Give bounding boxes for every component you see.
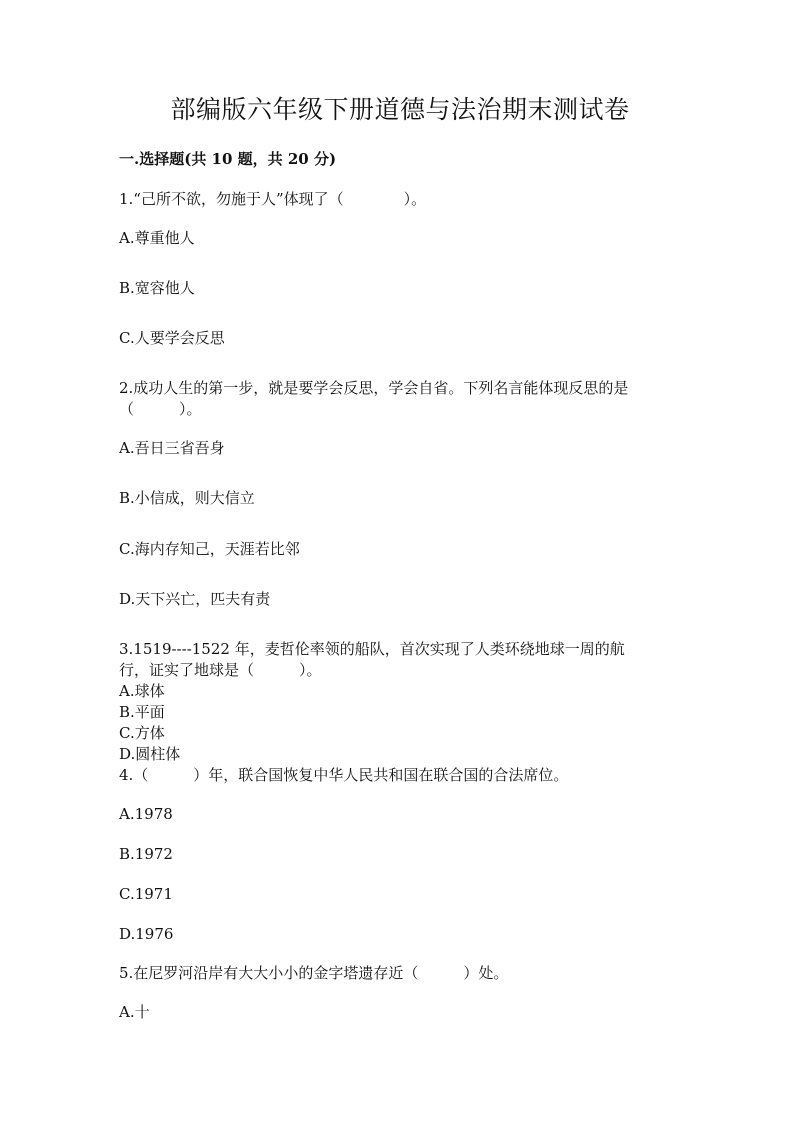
question-2-option-c: C.海内存知己，天涯若比邻 (119, 540, 300, 558)
question-2-option-b: B.小信成，则大信立 (119, 489, 255, 507)
question-3-stem-line-2: 行，证实了地球是（ ）。 (119, 661, 322, 679)
question-3-option-c: C.方体 (119, 724, 165, 742)
question-3-option-a: A.球体 (119, 682, 165, 700)
section-heading: 一.选择题(共 10 题，共 20 分) (119, 150, 337, 168)
page-title: 部编版六年级下册道德与法治期末测试卷 (170, 95, 630, 124)
question-2-option-d: D.天下兴亡，匹夫有责 (119, 590, 271, 608)
question-3-option-b: B.平面 (119, 703, 165, 721)
question-2-option-a: A.吾日三省吾身 (119, 439, 225, 457)
question-2-stem-line-2: （ ）。 (119, 400, 202, 418)
question-3-option-d: D.圆柱体 (119, 745, 181, 763)
question-5-option-a: A.十 (119, 1003, 150, 1021)
question-1-option-a: A.尊重他人 (119, 229, 195, 247)
question-5-stem: 5.在尼罗河沿岸有大大小小的金字塔遗存近（ ）处。 (119, 964, 509, 982)
question-2-stem-line-1: 2.成功人生的第一步，就是要学会反思，学会自省。下列名言能体现反思的是 (119, 379, 629, 397)
question-1-stem: 1.“己所不欲，勿施于人”体现了（ ）。 (119, 190, 427, 208)
question-4-stem: 4.（ ）年，联合国恢复中华人民共和国在联合国的合法席位。 (119, 766, 569, 784)
question-1-option-b: B.宽容他人 (119, 279, 195, 297)
question-1-option-c: C.人要学会反思 (119, 329, 225, 347)
question-3-stem-line-1: 3.1519----1522 年，麦哲伦率领的船队，首次实现了人类环绕地球一周的航 (119, 640, 625, 658)
question-4-option-a: A.1978 (119, 805, 173, 823)
question-4-option-b: B.1972 (119, 845, 173, 863)
question-4-option-c: C.1971 (119, 885, 173, 903)
question-4-option-d: D.1976 (119, 925, 174, 943)
